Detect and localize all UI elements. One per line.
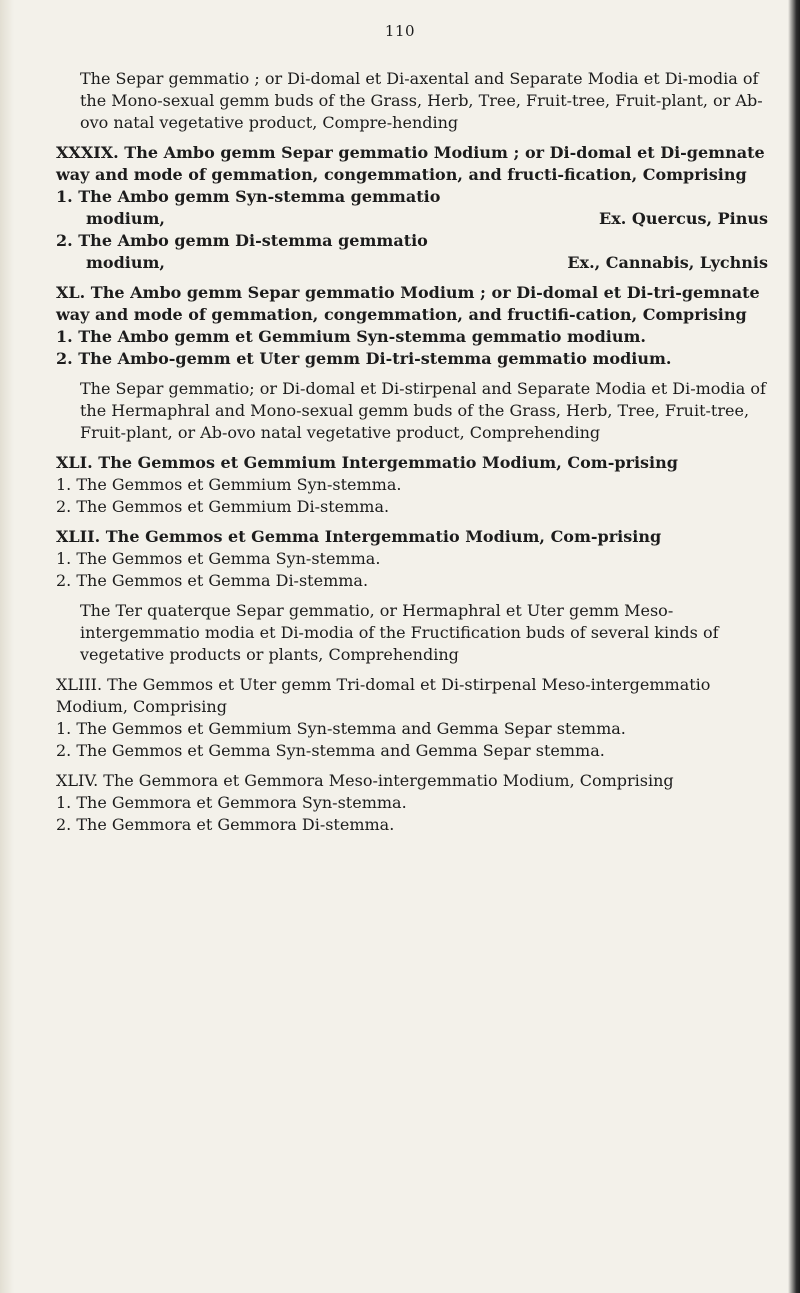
section-heading: XLIV. The Gemmora et Gemmora Meso-intergemmatio Modium, Comprising: [56, 771, 674, 790]
list-item: 2. The Gemmora et Gemmora Di-stemma.: [56, 815, 395, 834]
list-item: 1. The Gemmos et Gemmium Syn-stemma.: [56, 475, 402, 494]
list-item: [56, 230, 768, 274]
list-item-row: [86, 252, 768, 274]
section-xli: [56, 452, 768, 518]
section-xl: [56, 282, 768, 370]
list-item: 2. The Ambo-gemm et Uter gemm Di-tri-stemma gemmatio modium.: [56, 349, 672, 368]
intro-paragraph: [56, 68, 768, 134]
section-xxxix: [56, 142, 768, 274]
transition-paragraph: [56, 600, 768, 666]
list-item: 2. The Gemmos et Gemmium Di-stemma.: [56, 497, 390, 516]
list-item-row: [86, 208, 768, 230]
list-item: 1. The Ambo gemm et Gemmium Syn-stemma gemmatio modium.: [56, 327, 646, 346]
list-item: 2. The Gemmos et Gemma Di-stemma.: [56, 571, 369, 590]
section-xliv: [56, 770, 768, 836]
page-right-edge: [788, 0, 800, 1293]
page-body: [56, 68, 768, 844]
paragraph-text: The Separ gemmatio ; or Di-domal et Di-axental and Separate Modia et Di-modia of the Mono-sexual gemm buds of the Grass, Herb, Tree, Fruit-tree, Fruit-plant, or Ab-ovo natal vegetative product, Compre-hending: [80, 69, 763, 132]
section-heading: XL. The Ambo gemm Separ gemmatio Modium ; or Di-domal et Di-tri-gemnate way and mode of gemmation, congemmation, and fructifi-cation, Comprising: [56, 283, 760, 324]
example-text: Ex. Quercus, Pinus: [599, 209, 768, 228]
section-heading: XLI. The Gemmos et Gemmium Intergemmatio Modium, Com-prising: [56, 453, 678, 472]
transition-paragraph: [56, 378, 768, 444]
paragraph-text: The Separ gemmatio; or Di-domal et Di-stirpenal and Separate Modia et Di-modia of the Hermaphral and Mono-sexual gemm buds of the Grass, Herb, Tree, Fruit-tree, Fruit-plant, or Ab-ovo natal vegetative product, Comprehending: [80, 379, 766, 442]
section-xlii: [56, 526, 768, 592]
list-item: 2. The Gemmos et Gemma Syn-stemma and Gemma Separ stemma.: [56, 741, 605, 760]
list-item: 1. The Gemmos et Gemma Syn-stemma.: [56, 549, 381, 568]
list-item-text: 1. The Ambo gemm Syn-stemma gemmatio: [56, 187, 441, 206]
list-item: 1. The Gemmora et Gemmora Syn-stemma.: [56, 793, 407, 812]
list-item-continuation: modium,: [86, 209, 165, 228]
list-item-continuation: modium,: [86, 253, 165, 272]
list-item-text: 2. The Ambo gemm Di-stemma gemmatio: [56, 231, 428, 250]
example-text: Ex., Cannabis, Lychnis: [567, 253, 768, 272]
section-heading: XXXIX. The Ambo gemm Separ gemmatio Modium ; or Di-domal et Di-gemnate way and mode of gemmation, congemmation, and fructi-fication, Comprising: [56, 143, 765, 184]
section-xliii: [56, 674, 768, 762]
list-item: 1. The Gemmos et Gemmium Syn-stemma and Gemma Separ stemma.: [56, 719, 626, 738]
section-heading: XLII. The Gemmos et Gemma Intergemmatio Modium, Com-prising: [56, 527, 662, 546]
page-number: 110: [384, 22, 416, 40]
section-heading: XLIII. The Gemmos et Uter gemm Tri-domal et Di-stirpenal Meso-intergemmatio Modium, Comprising: [56, 675, 711, 716]
page-left-edge: [0, 0, 14, 1293]
list-item: [56, 186, 768, 230]
paragraph-text: The Ter quaterque Separ gemmatio, or Hermaphral et Uter gemm Meso-intergemmatio modia et Di-modia of the Fructification buds of several kinds of vegetative products or plants, Comprehending: [80, 601, 719, 664]
